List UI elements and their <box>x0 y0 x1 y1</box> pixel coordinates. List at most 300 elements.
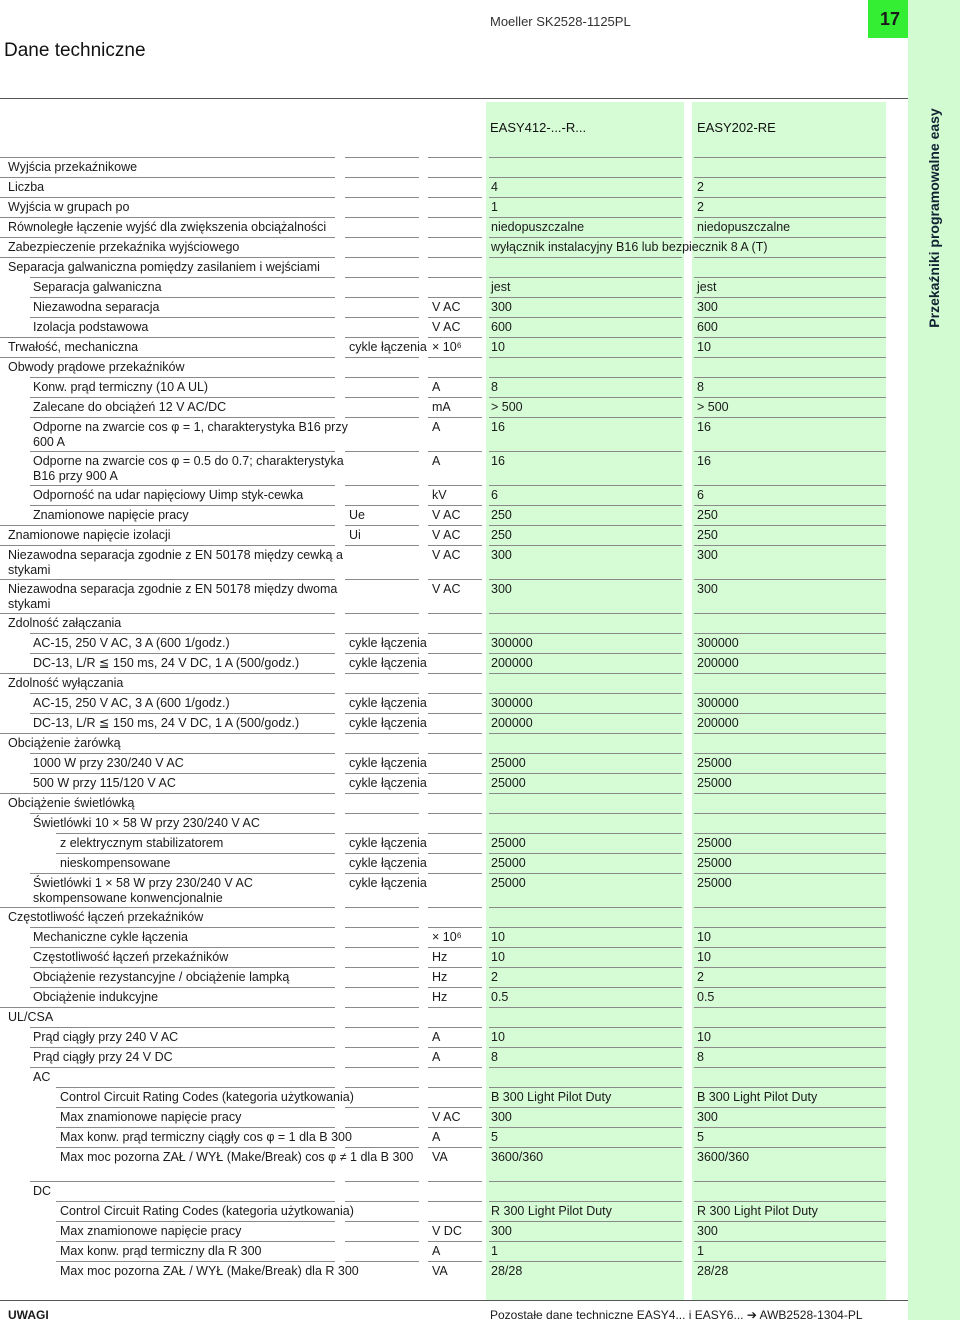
row-separator <box>489 337 682 338</box>
row-separator <box>345 417 419 418</box>
row-separator <box>30 417 335 418</box>
row-value-easy412: 250 <box>491 508 512 522</box>
row-value-easy412: 1 <box>491 200 498 214</box>
row-symbol: cykle łączenia <box>349 696 427 710</box>
row-separator <box>428 1007 482 1008</box>
row-separator <box>345 873 419 874</box>
row-label: Konw. prąd termiczny (10 A UL) <box>33 380 209 394</box>
row-value-easy202: 600 <box>697 320 718 334</box>
row-symbol: cykle łączenia <box>349 836 427 850</box>
row-separator <box>694 753 886 754</box>
row-separator <box>489 1047 682 1048</box>
row-label: Max moc pozorna ZAŁ / WYŁ (Make/Break) dla R 300 <box>60 1264 359 1278</box>
row-label: 1000 W przy 230/240 V AC <box>33 756 184 770</box>
row-label: Control Circuit Rating Codes (kategoria użytkowania) <box>60 1090 354 1104</box>
row-value-easy412: 600 <box>491 320 512 334</box>
row-symbol: Ue <box>349 508 365 522</box>
row-separator <box>428 451 482 452</box>
row-value-easy412: 300 <box>491 300 512 314</box>
row-separator <box>428 967 482 968</box>
row-label: nieskompensowane <box>60 856 171 870</box>
row-value-easy412: 10 <box>491 1030 505 1044</box>
row-separator <box>345 1047 419 1048</box>
row-separator <box>345 1181 419 1182</box>
row-separator <box>0 579 335 580</box>
row-separator <box>56 853 335 854</box>
row-value-easy202: 250 <box>697 528 718 542</box>
row-separator <box>428 1087 482 1088</box>
row-symbol: cykle łączenia <box>349 636 427 650</box>
row-separator <box>489 693 682 694</box>
row-separator <box>0 337 335 338</box>
row-value-easy202: 2 <box>697 200 704 214</box>
row-separator <box>694 451 886 452</box>
row-separator <box>428 753 482 754</box>
row-separator <box>345 451 419 452</box>
row-value-easy412: 6 <box>491 488 498 502</box>
row-separator <box>0 217 335 218</box>
row-label: Zalecane do obciążeń 12 V AC/DC <box>33 400 227 414</box>
row-value-easy202: 8 <box>697 380 704 394</box>
row-separator <box>428 1147 482 1148</box>
row-separator <box>694 987 886 988</box>
row-separator <box>428 1107 482 1108</box>
row-value-easy412: jest <box>491 280 511 294</box>
row-separator <box>489 157 682 158</box>
row-separator <box>0 237 335 238</box>
row-label: Max moc pozorna ZAŁ / WYŁ (Make/Break) cos φ ≠ 1 dla B 300 <box>60 1150 414 1164</box>
row-value-easy202: 200000 <box>697 656 739 670</box>
row-value-easy412: 25000 <box>491 876 526 890</box>
row-unit: V AC <box>432 582 461 596</box>
row-value-easy412: 5 <box>491 1130 498 1144</box>
row-value-easy412: 2 <box>491 970 498 984</box>
row-separator <box>30 967 335 968</box>
row-separator <box>56 1087 335 1088</box>
row-value-easy202: 28/28 <box>697 1264 729 1278</box>
row-value-easy412: 3600/360 <box>491 1150 544 1164</box>
row-separator <box>345 633 419 634</box>
column-header-easy202: EASY202-RE <box>697 120 776 135</box>
row-unit: mA <box>432 400 451 414</box>
row-separator <box>30 987 335 988</box>
row-value-easy202: 25000 <box>697 776 732 790</box>
row-separator <box>489 1261 682 1262</box>
page-title: Dane techniczne <box>4 40 146 61</box>
row-value-easy412: 10 <box>491 340 505 354</box>
row-label: DC <box>33 1184 52 1198</box>
row-label: z elektrycznym stabilizatorem <box>60 836 224 850</box>
row-separator <box>428 653 482 654</box>
row-separator <box>489 853 682 854</box>
row-separator <box>428 277 482 278</box>
row-separator <box>694 1107 886 1108</box>
row-separator <box>694 1261 886 1262</box>
row-separator <box>489 1181 682 1182</box>
row-separator <box>694 357 886 358</box>
row-label: Wyjścia w grupach po <box>8 200 130 214</box>
row-separator <box>694 813 886 814</box>
row-value-easy412: B 300 Light Pilot Duty <box>491 1090 612 1104</box>
row-value-easy202: 300000 <box>697 696 739 710</box>
row-label: Niezawodna separacja <box>33 300 160 314</box>
row-separator <box>694 1241 886 1242</box>
row-label: Odporne na zwarcie cos φ = 0.5 do 0.7; charakterystyka B16 przy 900 A <box>33 454 344 483</box>
row-value-easy202: 1 <box>697 1244 704 1258</box>
row-unit: V AC <box>432 528 461 542</box>
row-separator <box>428 377 482 378</box>
row-value-easy412: 200000 <box>491 716 533 730</box>
row-value-easy412: 300 <box>491 1224 512 1238</box>
row-value-easy202: 300 <box>697 548 718 562</box>
row-separator <box>345 1007 419 1008</box>
row-separator <box>694 417 886 418</box>
row-label: DC-13, L/R ≦ 150 ms, 24 V DC, 1 A (500/godz.) <box>33 716 300 730</box>
row-separator <box>489 217 682 218</box>
row-separator <box>489 277 682 278</box>
row-separator <box>345 317 419 318</box>
row-separator <box>489 733 682 734</box>
row-separator <box>345 505 419 506</box>
row-separator <box>489 633 682 634</box>
row-value-easy412: 16 <box>491 454 505 468</box>
row-unit: VA <box>432 1264 448 1278</box>
row-separator <box>0 525 335 526</box>
row-separator <box>489 1007 682 1008</box>
row-separator <box>56 1221 335 1222</box>
row-separator <box>489 613 682 614</box>
row-label: Separacja galwaniczna pomiędzy zasilaniem i wejściami <box>8 260 320 274</box>
row-separator <box>694 713 886 714</box>
row-unit: V AC <box>432 548 461 562</box>
row-separator <box>694 793 886 794</box>
row-separator <box>428 693 482 694</box>
row-unit: Hz <box>432 990 448 1004</box>
row-separator <box>0 733 335 734</box>
row-value-easy202: 10 <box>697 1030 711 1044</box>
row-separator <box>345 1087 419 1088</box>
row-separator <box>345 653 419 654</box>
row-separator <box>694 377 886 378</box>
row-separator <box>428 397 482 398</box>
row-value-easy412: 25000 <box>491 856 526 870</box>
row-separator <box>345 773 419 774</box>
row-value-easy412: 4 <box>491 180 498 194</box>
row-separator <box>489 417 682 418</box>
row-separator <box>428 1201 482 1202</box>
row-separator <box>694 297 886 298</box>
row-separator <box>30 1181 335 1182</box>
row-separator <box>345 853 419 854</box>
row-separator <box>694 337 886 338</box>
row-value-easy202: 300 <box>697 300 718 314</box>
row-separator <box>345 613 419 614</box>
row-unit: × 10⁶ <box>432 930 462 944</box>
row-label: AC-15, 250 V AC, 3 A (600 1/godz.) <box>33 636 230 650</box>
row-separator <box>428 505 482 506</box>
row-separator <box>428 337 482 338</box>
row-symbol: cykle łączenia <box>349 756 427 770</box>
row-separator <box>345 579 419 580</box>
row-value-easy202: niedopuszczalne <box>697 220 791 234</box>
row-label: Znamionowe napięcie pracy <box>33 508 189 522</box>
row-separator <box>30 505 335 506</box>
row-label: Trwałość, mechaniczna <box>8 340 139 354</box>
row-separator <box>694 177 886 178</box>
row-separator <box>345 197 419 198</box>
row-separator <box>694 1127 886 1128</box>
row-label: Znamionowe napięcie izolacji <box>8 528 171 542</box>
row-separator <box>56 1261 335 1262</box>
row-separator <box>694 485 886 486</box>
row-separator <box>428 987 482 988</box>
row-separator <box>489 397 682 398</box>
row-unit: V AC <box>432 300 461 314</box>
row-separator <box>0 177 335 178</box>
row-separator <box>694 967 886 968</box>
row-separator <box>489 451 682 452</box>
row-separator <box>428 1181 482 1182</box>
row-value-easy202: 300 <box>697 582 718 596</box>
row-label: AC-15, 250 V AC, 3 A (600 1/godz.) <box>33 696 230 710</box>
row-value-easy412: 300 <box>491 582 512 596</box>
row-separator <box>56 1201 335 1202</box>
row-unit: kV <box>432 488 447 502</box>
row-separator <box>428 257 482 258</box>
row-separator <box>428 947 482 948</box>
row-separator <box>489 177 682 178</box>
row-separator <box>428 317 482 318</box>
row-separator <box>694 257 886 258</box>
row-value-easy202: 16 <box>697 454 711 468</box>
row-unit: V AC <box>432 320 461 334</box>
row-separator <box>694 217 886 218</box>
row-separator <box>30 397 335 398</box>
row-separator <box>694 653 886 654</box>
row-separator <box>56 1147 335 1148</box>
row-separator <box>345 377 419 378</box>
row-unit: A <box>432 454 441 468</box>
row-separator <box>428 713 482 714</box>
row-separator <box>56 833 335 834</box>
row-unit: A <box>432 380 441 394</box>
row-value-easy412: 0.5 <box>491 990 509 1004</box>
row-label: Max znamionowe napięcie pracy <box>60 1224 242 1238</box>
row-separator <box>489 967 682 968</box>
row-separator <box>345 967 419 968</box>
row-value-easy412: 250 <box>491 528 512 542</box>
row-separator <box>489 1027 682 1028</box>
row-separator <box>489 257 682 258</box>
row-separator <box>56 1107 335 1108</box>
row-separator <box>345 277 419 278</box>
row-separator <box>345 833 419 834</box>
row-value-easy202: 10 <box>697 340 711 354</box>
row-value-easy412: 16 <box>491 420 505 434</box>
row-separator <box>489 505 682 506</box>
row-separator <box>345 813 419 814</box>
row-separator <box>0 545 335 546</box>
row-separator <box>30 653 335 654</box>
row-unit: V AC <box>432 1110 461 1124</box>
row-separator <box>694 1047 886 1048</box>
row-separator <box>489 1107 682 1108</box>
row-separator <box>489 873 682 874</box>
row-separator <box>345 337 419 338</box>
row-separator <box>694 1147 886 1148</box>
row-separator <box>345 987 419 988</box>
row-value-easy202: 8 <box>697 1050 704 1064</box>
row-value-easy202: 10 <box>697 930 711 944</box>
row-separator <box>489 653 682 654</box>
row-label: Świetlówki 10 × 58 W przy 230/240 V AC <box>33 816 260 830</box>
row-separator <box>345 1127 419 1128</box>
row-value-easy202: 25000 <box>697 756 732 770</box>
row-separator <box>345 177 419 178</box>
row-separator <box>345 1241 419 1242</box>
row-separator <box>428 417 482 418</box>
row-label: Częstotliwość łączeń przekaźników <box>33 950 229 964</box>
row-separator <box>489 545 682 546</box>
row-separator <box>345 947 419 948</box>
row-separator <box>428 197 482 198</box>
row-separator <box>0 793 335 794</box>
row-value-easy202: 200000 <box>697 716 739 730</box>
row-symbol: cykle łączenia <box>349 776 427 790</box>
row-separator <box>428 613 482 614</box>
row-label: Odporność na udar napięciowy Uimp styk-cewka <box>33 488 304 502</box>
row-separator <box>345 1201 419 1202</box>
row-separator <box>694 277 886 278</box>
row-symbol: cykle łączenia <box>349 856 427 870</box>
row-separator <box>30 451 335 452</box>
row-label: Zdolność załączania <box>8 616 122 630</box>
row-separator <box>428 673 482 674</box>
row-label: Niezawodna separacja zgodnie z EN 50178 między dwoma stykami <box>8 582 338 611</box>
row-separator <box>30 1027 335 1028</box>
row-symbol: cykle łączenia <box>349 876 427 890</box>
row-unit: Hz <box>432 950 448 964</box>
row-separator <box>0 257 335 258</box>
row-label: Control Circuit Rating Codes (kategoria użytkowania) <box>60 1204 354 1218</box>
row-separator <box>0 157 335 158</box>
row-separator <box>428 237 482 238</box>
row-value-easy202: 2 <box>697 970 704 984</box>
row-value-easy202: 25000 <box>697 836 732 850</box>
row-separator <box>489 673 682 674</box>
row-separator <box>428 873 482 874</box>
row-separator <box>428 297 482 298</box>
row-separator <box>489 1201 682 1202</box>
row-separator <box>345 753 419 754</box>
row-separator <box>694 1181 886 1182</box>
row-label: Prąd ciągły przy 240 V AC <box>33 1030 179 1044</box>
row-separator <box>0 613 335 614</box>
row-value-easy412: 300 <box>491 1110 512 1124</box>
row-value-easy202: > 500 <box>697 400 729 414</box>
row-separator <box>428 485 482 486</box>
row-separator <box>345 485 419 486</box>
row-separator <box>345 713 419 714</box>
row-label: Świetlówki 1 × 58 W przy 230/240 V AC skompensowane konwencjonalnie <box>33 876 253 905</box>
row-separator <box>428 793 482 794</box>
row-unit: A <box>432 420 441 434</box>
row-separator <box>30 297 335 298</box>
row-separator <box>428 1221 482 1222</box>
row-value-easy412: niedopuszczalne <box>491 220 585 234</box>
row-value-easy202: R 300 Light Pilot Duty <box>697 1204 818 1218</box>
row-value-easy412: 10 <box>491 930 505 944</box>
row-separator <box>428 1241 482 1242</box>
row-separator <box>345 907 419 908</box>
row-label: Zabezpieczenie przekaźnika wyjściowego <box>8 240 240 254</box>
row-separator <box>489 297 682 298</box>
row-separator <box>694 907 886 908</box>
row-separator <box>0 1007 335 1008</box>
row-unit: × 10⁶ <box>432 340 462 354</box>
row-value-easy202: 300000 <box>697 636 739 650</box>
row-separator <box>489 525 682 526</box>
row-value-easy412: 300 <box>491 548 512 562</box>
row-label: Obciążenie świetlówką <box>8 796 135 810</box>
row-separator <box>30 873 335 874</box>
row-separator <box>489 1147 682 1148</box>
row-label: Równoległe łączenie wyjść dla zwiększenia obciążalności <box>8 220 327 234</box>
row-separator <box>345 733 419 734</box>
row-separator <box>489 357 682 358</box>
row-value-easy202: 5 <box>697 1130 704 1144</box>
row-separator <box>345 793 419 794</box>
row-label: Niezawodna separacja zgodnie z EN 50178 między cewką a stykami <box>8 548 343 577</box>
footer-reference: Pozostałe dane techniczne EASY4... i EASY6... ➔ AWB2528-1304-PL <box>490 1308 863 1322</box>
row-label: DC-13, L/R ≦ 150 ms, 24 V DC, 1 A (500/godz.) <box>33 656 300 670</box>
row-separator <box>694 853 886 854</box>
row-separator <box>30 1047 335 1048</box>
row-value-easy412: 200000 <box>491 656 533 670</box>
row-separator <box>428 773 482 774</box>
row-separator <box>694 927 886 928</box>
row-separator <box>694 579 886 580</box>
row-separator <box>56 1241 335 1242</box>
row-separator <box>694 733 886 734</box>
row-value-easy202: 2 <box>697 180 704 194</box>
row-label: Izolacja podstawowa <box>33 320 149 334</box>
row-value-easy202: B 300 Light Pilot Duty <box>697 1090 818 1104</box>
row-separator <box>0 673 335 674</box>
row-label: Obciążenie indukcyjne <box>33 990 159 1004</box>
row-unit: A <box>432 1050 441 1064</box>
row-label: Zdolność wyłączania <box>8 676 124 690</box>
row-separator <box>345 927 419 928</box>
row-separator <box>428 833 482 834</box>
row-separator <box>489 1087 682 1088</box>
row-separator <box>345 1107 419 1108</box>
document-reference: Moeller SK2528-1125PL <box>490 14 631 29</box>
row-separator <box>30 773 335 774</box>
row-symbol: cykle łączenia <box>349 656 427 670</box>
row-separator <box>345 357 419 358</box>
row-separator <box>694 197 886 198</box>
row-value-easy202: 300 <box>697 1224 718 1238</box>
row-separator <box>345 693 419 694</box>
row-value-easy412: > 500 <box>491 400 523 414</box>
row-value-easy202: 250 <box>697 508 718 522</box>
row-separator <box>345 1147 419 1148</box>
row-symbol: cykle łączenia <box>349 340 427 354</box>
row-value-easy412: 25000 <box>491 776 526 790</box>
row-separator <box>428 1047 482 1048</box>
row-value-easy412: 10 <box>491 950 505 964</box>
